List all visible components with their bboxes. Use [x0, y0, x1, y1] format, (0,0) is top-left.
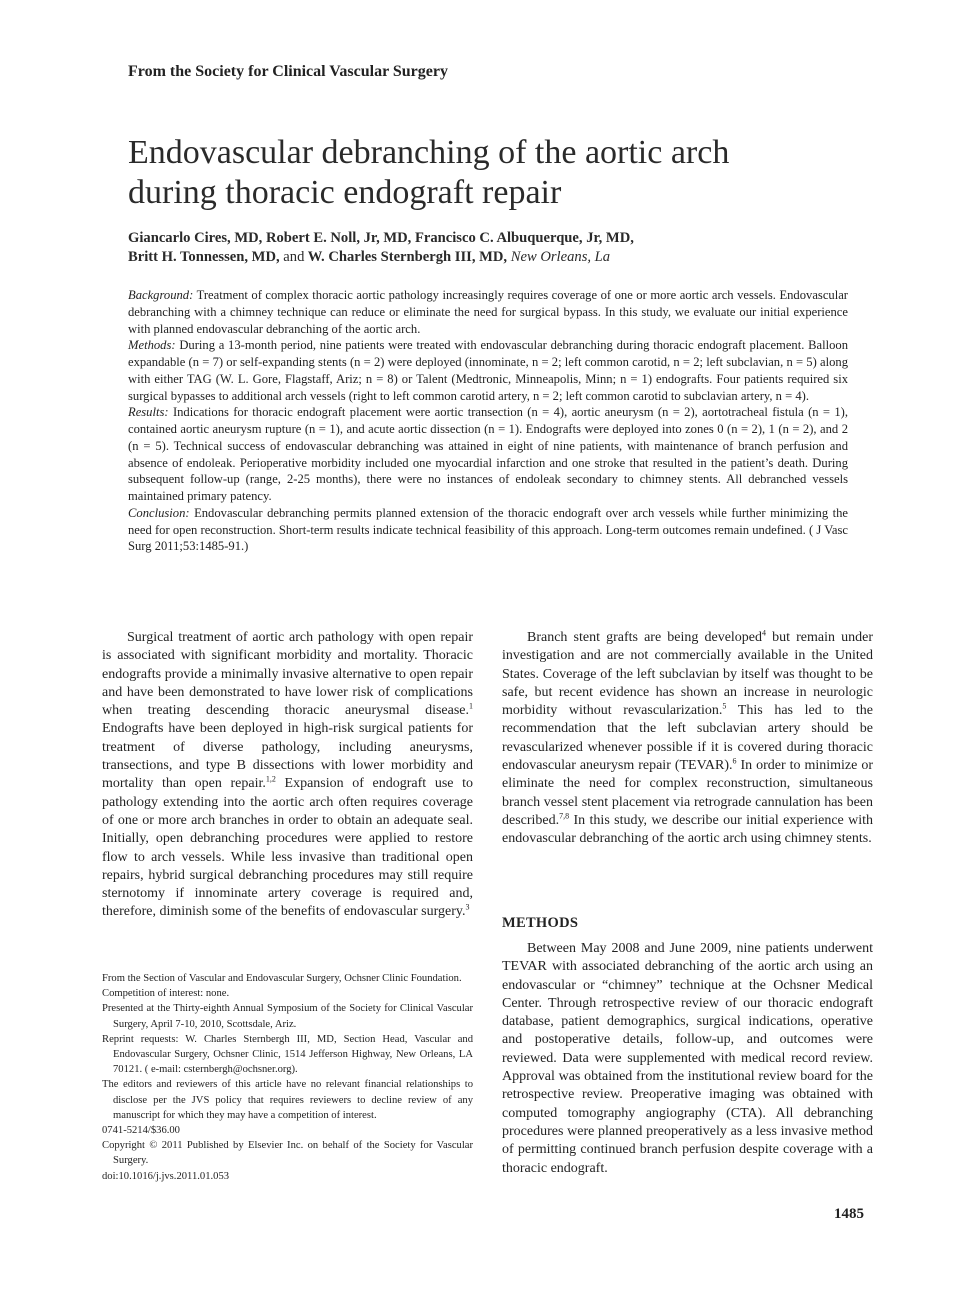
authors-line-1: Giancarlo Cires, MD, Robert E. Noll, Jr, MD, Francisco C. Albuquerque, Jr, MD, [128, 230, 634, 246]
abstract-background-text: Treatment of complex thoracic aortic pathology increasingly requires coverage of one or more aortic arch vessels. Endovascular debranching with a chimney technique can reduce or eliminate the need for surgical bypass. In this study, we evaluate our initial experience with planned endovascular debranching of the aortic arch. [128, 288, 848, 336]
author-location: New Orleans, La [510, 249, 611, 265]
footnote-reprint: Reprint requests: W. Charles Sternbergh III, MD, Section Head, Vascular and Endovascular Surgery, Ochsner Clinic, 1514 Jefferson Highway, New Orleans, LA 70121. ( e-mail: csternbergh@ochsner.org). [102, 1033, 473, 1076]
abstract-results-text: Indications for thoracic endograft placement were aortic transection (n = 4), aortic aneurysm (n = 2), aortotracheal fistula (n = 1), contained aortic aneurysm rupture (n = 1), and acute aortic dissection (n = 1). Endografts were deployed into zones 0 (n = 2), 1 (n = 2), and 2 (n = 5). Technical success of endovascular debranching was attained in eight of nine patients, with maintenance of branch perfusion and absence of endoleak. Perioperative morbidity included one myocardial infarction and one stroke that resulted in the patient’s death. During subsequent follow-up (range, 2-25 months), there were no instances of endoleak secondary to chimney stents. All debranched vessels maintained primary patency. [128, 405, 848, 503]
author-list [128, 229, 858, 267]
article-title-line-1: Endovascular debranching of the aortic arch [128, 134, 730, 171]
reference-1-2[interactable]: 1,2 [265, 774, 276, 784]
abstract-background-label: Background: [128, 288, 194, 302]
intro-paragraph: Surgical treatment of aortic arch pathology with open repair is associated with significant morbidity and mortality. Thoracic endografts provide a minimally invasive alternative to open repair and have been demonstrated to have lower risk of complications when treating descending thoracic aneurysmal disease.$^1$ Endografts have been deployed in high-risk surgical patients for treatment of diverse pathology, including aneurysms, transections, and type B dissections with lower morbidity and mortality than open repair.$^{1,2}$ Expansion of endograft use to pathology extending into the aortic arch often requires coverage of one or more arch branches in order to obtain an adequate seal. Initially, open debranching procedures were applied to restore flow to arch vessels. While less invasive than traditional open repairs, hybrid surgical debranching procedures may still require sternotomy if innominate artery coverage is required and, therefore, diminish some of the benefits of endovascular surgery.$^3$ [102, 630, 473, 920]
body-right-column [502, 629, 873, 849]
footnote-presented: Presented at the Thirty-eighth Annual Symposium of the Society for Clinical Vascular Surgery, April 7-10, 2010, Scottsdale, Ariz. [102, 1003, 473, 1030]
article-title [128, 133, 888, 213]
branch-stent-paragraph: Branch stent grafts are being developed$^4$ but remain under investigation and are not commercially available in the United States. Coverage of the left subclavian by itself was thought to be safe, but recent evidence has shown an increase in neurologic morbidity without revascularization.$^5$ This has led to the recommendation that the left subclavian artery should be revascularized whenever possible if it is covered during thoracic endovascular aneurysm repair (TEVAR).$^6$ In order to minimize or eliminate the need for complex reconstruction, simultaneous branch vessel stent placement via retrograde cannulation has been described.$^{7,8}$ In this study, we describe our initial experience with endovascular debranching of the aortic arch using chimney stents. [502, 628, 873, 847]
author-sternbergh: W. Charles Sternbergh III, MD, [307, 249, 508, 265]
reference-3[interactable]: 3 [465, 902, 470, 912]
footnote-affiliation: From the Section of Vascular and Endovascular Surgery, Ochsner Clinic Foundation. [102, 973, 462, 984]
journal-section-header: From the Society for Clinical Vascular Surgery [128, 63, 448, 80]
abstract [128, 287, 848, 555]
body-left-column [102, 629, 473, 922]
abstract-conclusion-label: Conclusion: [128, 505, 190, 520]
authors-line-2 [128, 248, 858, 267]
footnotes [102, 971, 473, 1184]
authors-conjunction: and [283, 249, 305, 265]
article-title-line-2: during thoracic endograft repair [128, 174, 562, 211]
abstract-methods-label: Methods: [128, 338, 176, 353]
abstract-conclusion-text: Endovascular debranching permits planned extension of the thoracic endograft over arch vessels while further minimizing the need for open reconstruction. Short-term results indicate technical feasibility of this approach. Long-term outcomes remain undefined. [128, 505, 848, 537]
footnote-doi[interactable]: doi:10.1016/j.jvs.2011.01.053 [102, 1170, 230, 1182]
reference-7-8[interactable]: 7,8 [559, 811, 570, 821]
methods-section [502, 940, 873, 1178]
reference-6[interactable]: 6 [732, 756, 737, 766]
footnote-issn: 0741-5214/$36.00 [102, 1125, 180, 1137]
abstract-methods-text: During a 13-month period, nine patients were treated with endovascular debranching during thoracic endograft placement. Balloon expandable (n = 7) or self-expanding stents (n = 2) were deployed (innominate, n = 2; left common carotid, n = 2; left subclavian, n = 5) along with either TAG (W. L. Gore, Flagstaff, Ariz; n = 8) or Talent (Medtronic, Minneapolis, Minn; n = 1) endografts. Four patients required six surgical bypasses to additional arch vessels (right to left common carotid artery, n = 2; left common carotid to subclavian artery, n = 4). [128, 338, 848, 403]
page-number: 1485 [834, 1206, 864, 1222]
footnote-copyright: Copyright © 2011 Published by Elsevier Inc. on behalf of the Society for Vascular Surgery. [102, 1140, 473, 1167]
abstract-results [128, 404, 848, 505]
reference-1[interactable]: 1 [469, 701, 473, 711]
methods-paragraph: Between May 2008 and June 2009, nine patients underwent TEVAR with associated debranching of the aortic arch using an endovascular or “chimney” technique at the Ochsner Medical Center. Through retrospective review of our thoracic endograft database, patient demographics, surgical indications, operative and postoperative details, follow-up, and outcomes were reviewed. Data were supplemented with medical record review. Approval was obtained from the institutional review board for the retrospective review. Preoperative imaging was obtained with computed tomography angiography (CTA). All debranching procedures were planned preoperatively as a less invasive method of permitting continued branch perfusion despite coverage with a thoracic endograft. [502, 941, 873, 1176]
reference-4[interactable]: 4 [762, 628, 767, 638]
footnote-competition: Competition of interest: none. [102, 988, 230, 1000]
author-tonnessen: Britt H. Tonnessen, MD, [128, 249, 280, 265]
abstract-background [128, 287, 848, 337]
reference-5[interactable]: 5 [722, 701, 727, 711]
methods-heading: METHODS [502, 915, 579, 931]
abstract-methods [128, 337, 848, 404]
abstract-citation: ( J Vasc Surg 2011;53:1485-91.) [128, 522, 848, 554]
abstract-conclusion [128, 505, 848, 555]
abstract-results-label: Results: [128, 405, 169, 420]
footnote-editors: The editors and reviewers of this article have no relevant financial relationships to disclose per the JVS policy that requires reviewers to decline review of any manuscript for which they may have a competition of interest. [102, 1079, 473, 1121]
